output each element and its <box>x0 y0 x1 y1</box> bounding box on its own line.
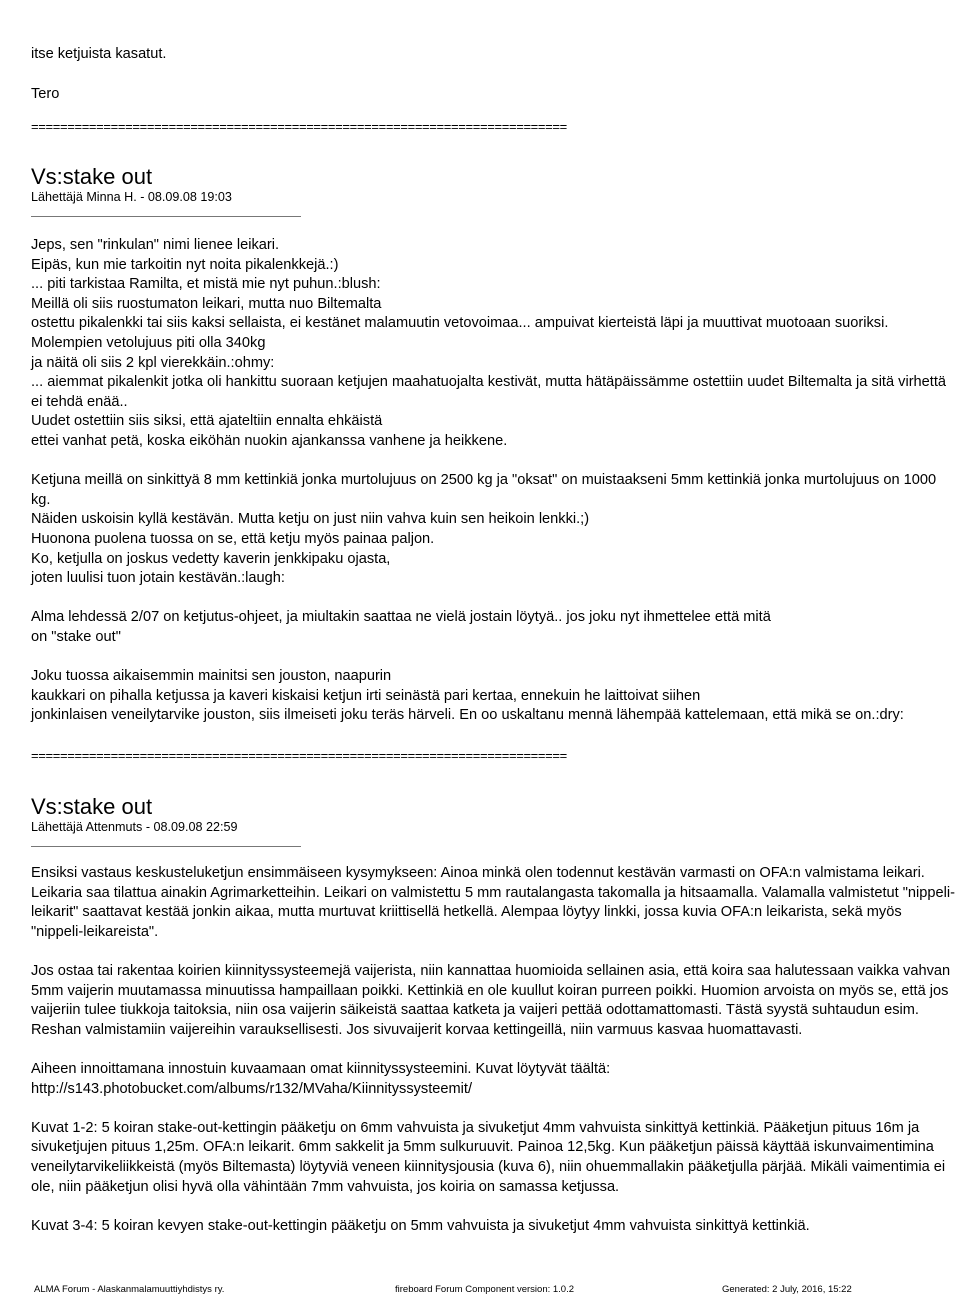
intro-line: itse ketjuista kasatut. <box>31 46 167 62</box>
post-line: ... piti tarkistaa Ramilta, et mistä mie nyt puhun.:blush: <box>31 276 381 293</box>
post-line: ja näitä oli siis 2 kpl vierekkäin.:ohmy: <box>31 354 275 371</box>
post-paragraph: Ensiksi vastaus keskusteluketjun ensimmäiseen kysymykseen: Ainoa minkä olen todennut kestävän varmasti on OFA:n valmistama leikari. Leikaria saa tilattua ainakin Agrimarketteihin. Leikari on valmistettu 5 mm rautalangasta takomalla ja hitsaamalla. Valamalla valmistetut "nippeli-leikarit" saattavat kestää jonkin aikaa, mutta murtuvat kriittisellä hetkellä. Alempaa löytyy linkki, jossa kuvia OFA:n leikarista, sekä myös "nippeli-leikareista". <box>31 865 955 940</box>
post-blank <box>31 1040 956 1060</box>
post-line: on "stake out" <box>31 628 121 645</box>
separator-line: ========================================================================== <box>31 748 567 763</box>
post-divider <box>31 216 301 217</box>
footer-site-name: ALMA Forum - Alaskanmalamuuttiyhdistys ry. <box>34 1284 225 1295</box>
post-blank <box>31 942 956 962</box>
post-blank <box>31 1099 956 1119</box>
post-divider <box>31 846 301 847</box>
post-line: Aiheen innoittamana innostuin kuvaamaan omat kiinnityssysteemini. Kuvat löytyvät täältä: <box>31 1060 611 1077</box>
footer-generated-date: Generated: 2 July, 2016, 15:22 <box>722 1284 852 1295</box>
post-body <box>31 236 956 726</box>
post-body <box>31 864 956 1236</box>
post-blank <box>31 647 956 667</box>
footer-component-version: fireboard Forum Component version: 1.0.2 <box>395 1284 575 1295</box>
post-line: ettei vanhat petä, koska eiköhän nuokin ajankanssa vanhene ja heikkene. <box>31 432 508 449</box>
post-paragraph: Kuvat 1-2: 5 koiran stake-out-kettingin pääketju on 6mm vahvuista ja sivuketjut 4mm vahvuista sinkittyä kettinkiä. Pääketjun pituus 16m ja sivuketjujen pituus 1,25m. OFA:n leikarit. 6mm sakkelit ja 5mm sulkuruuvit. Painoa 12,5kg. Kun pääketjun päissä käyttää iskunvaimentimina veneilytarvikeliikkeistä (myös Biltemasta) löytyviä veneen kiinnitysjousia (kuva 6), niin ohuemmallakin pääketjulla pärjää. Mikäli vaimentimia ei ole, niin pääketjun olisi hyvä olla vähintään 7mm vahvuista, jos koiria on samassa ketjussa. <box>31 1119 946 1195</box>
separator-line: ========================================================================== <box>31 119 567 134</box>
post-line: Huonona puolena tuossa on se, että ketju myös painaa paljon. <box>31 530 435 547</box>
post-title: Vs:stake out <box>31 164 153 189</box>
post-line: Uudet ostettiin siis siksi, että ajateltiin ennalta ehkäistä <box>31 413 383 430</box>
post-line: Alma lehdessä 2/07 on ketjutus-ohjeet, ja miultakin saattaa ne vielä jostain löytyä.. jos joku nyt ihmettelee että mitä <box>31 609 771 626</box>
post-line: ... aiemmat pikalenkit jotka oli hankittu suoraan ketjujen maahatuojalta kestivät, mutta hätäpäissämme ostettiin uudet Biltemalta ja sitä virhettä ei tehdä enää.. <box>31 374 947 410</box>
post-1 <box>31 165 956 726</box>
page-footer <box>0 1284 960 1297</box>
post-line: Eipäs, kun mie tarkoitin nyt noita pikalenkkejä.:) <box>31 256 339 273</box>
post-meta: Lähettäjä Attenmuts - 08.09.08 22:59 <box>31 820 238 834</box>
photobucket-link[interactable]: http://s143.photobucket.com/albums/r132/MVaha/Kiinnityssysteemit/ <box>31 1080 473 1097</box>
post-paragraph: Kuvat 3-4: 5 koiran kevyen stake-out-kettingin pääketju on 5mm vahvuista ja sivuketjut 4mm vahvuista sinkittyä kettinkiä. <box>31 1217 810 1234</box>
intro-signature: Tero <box>31 86 60 102</box>
post-2 <box>31 795 956 1236</box>
post-line: kaukkari on pihalla ketjussa ja kaveri kiskaisi ketjun irti seinästä pari kertaa, ennekuin he laittoivat siihen <box>31 687 701 704</box>
post-line: Joku tuossa aikaisemmin mainitsi sen jouston, naapurin <box>31 668 392 685</box>
post-blank <box>31 589 956 609</box>
post-line: Jeps, sen "rinkulan" nimi lienee leikari. <box>31 237 280 253</box>
post-title: Vs:stake out <box>31 794 153 819</box>
post-line: joten luulisi tuon jotain kestävän.:laugh: <box>31 570 285 587</box>
post-line: jonkinlaisen veneilytarvike jouston, siis ilmeiseti joku teräs härveli. En oo uskaltanu mennä lähempää kattelemaan, että mikä se on.:dry: <box>31 707 904 724</box>
post-line: Ketjuna meillä on sinkittyä 8 mm kettinkiä jonka murtolujuus on 2500 kg ja "oksat" on muistaakseni 5mm kettinkiä jonka murtolujuus on 1000 kg. <box>31 472 937 508</box>
post-line: ostettu pikalenkki tai siis kaksi sellaista, ei kestänet malamuutin vetovoimaa... ampuivat kierteistä läpi ja muuttivat muotoaan suoriksi. Molempien vetolujuus piti olla 340kg <box>31 315 889 351</box>
post-meta: Lähettäjä Minna H. - 08.09.08 19:03 <box>31 190 232 204</box>
post-blank <box>31 1197 956 1217</box>
post-line: Meillä oli siis ruostumaton leikari, mutta nuo Biltemalta <box>31 295 382 312</box>
post-paragraph: Jos ostaa tai rakentaa koirien kiinnityssysteemejä vaijerista, niin kannattaa huomioida sellainen asia, että koira saa halutessaan vaikka vahvan 5mm vaijerin muutamassa minuutissa hampaillaan poikki. Kettinkiä en ole kuullut koiran purreen poikki. Huomion arvoista on myös se, että jos vaijeriin tulee tiukkoja taitoksia, niin osa vaijerin säikeistä saattaa katketa ja vaijeri pettää odottamattomasti. Tästä syystä suhtaudun esim. Reshan valmistamiin vaijereihin varauksellisesti. Jos sivuvaijerit korvaa kettingeillä, niin varmuus kasvaa huomattavasti. <box>31 962 951 1038</box>
post-line: Ko, ketjulla on joskus vedetty kaverin jenkkipaku ojasta, <box>31 550 391 567</box>
post-blank <box>31 452 956 472</box>
post-line: Näiden uskoisin kyllä kestävän. Mutta ketju on just niin vahva kuin sen heikoin lenkki.;) <box>31 511 590 528</box>
